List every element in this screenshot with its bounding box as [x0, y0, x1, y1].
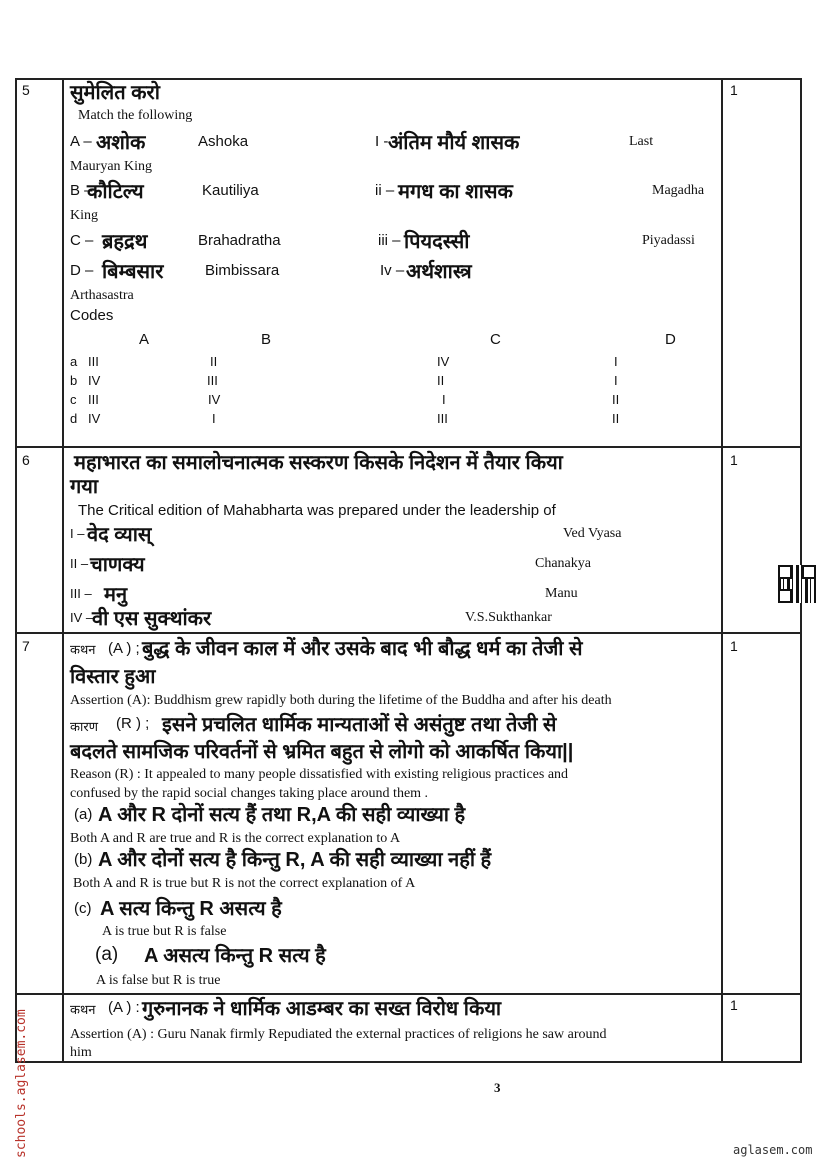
- right-hi: पियदस्सी: [404, 231, 470, 253]
- option-label: IV –: [70, 610, 94, 625]
- left-en: Bimbissara: [205, 262, 280, 279]
- code-cell: I: [442, 392, 446, 407]
- code-cell: III: [437, 411, 448, 426]
- option-en: A is false but R is true: [96, 973, 221, 988]
- option-label: III –: [70, 586, 92, 601]
- option-en: Manu: [545, 586, 578, 601]
- assertion-hi: बुद्ध के जीवन काल में और उसके बाद भी बौद्ध धर्म का तेजी से: [142, 638, 583, 660]
- option-tag: (b): [74, 851, 93, 868]
- left-en: Brahadratha: [198, 232, 281, 249]
- marks: 1: [730, 82, 738, 98]
- option-hi: वेद व्यास्: [87, 524, 152, 546]
- left-en: Ashoka: [198, 133, 249, 150]
- option-hi: A और दोनों सत्य है किन्तु R, A की सही व्याख्या नहीं हैं: [98, 849, 492, 871]
- assertion-label: कथन: [70, 642, 96, 657]
- left-label: A –: [70, 133, 92, 150]
- qr-code-icon: [778, 565, 816, 603]
- option-hi: मनु: [104, 584, 128, 606]
- footer-watermark: aglasem.com: [733, 1143, 813, 1157]
- reason-label: कारण: [70, 719, 99, 734]
- code-cell: IV: [208, 392, 221, 407]
- left-hi: ब्रहद्रथ: [102, 231, 148, 253]
- code-cell: IV: [88, 373, 101, 388]
- option-hi: A सत्य किन्तु R असत्य है: [100, 898, 282, 920]
- option-tag: (c): [74, 900, 92, 917]
- code-option: d: [70, 411, 78, 426]
- code-cell: IV: [88, 411, 101, 426]
- code-cell: III: [207, 373, 218, 388]
- code-cell: II: [210, 354, 218, 369]
- right-label: iii –: [378, 232, 401, 249]
- option-en: Both A and R is true but R is not the correct explanation of A: [73, 876, 416, 891]
- table-border: [15, 1061, 801, 1063]
- question-number: 6: [22, 452, 30, 468]
- code-cell: III: [88, 392, 99, 407]
- codes-label: Codes: [70, 307, 114, 324]
- code-option: c: [70, 392, 77, 407]
- question-title: सुमेलित करो: [70, 82, 160, 104]
- left-hi: कौटिल्य: [87, 181, 144, 203]
- question-subtitle: Match the following: [78, 108, 193, 123]
- code-header: B: [261, 331, 272, 348]
- code-header: C: [490, 331, 501, 348]
- marks: 1: [730, 997, 738, 1013]
- question-number: 5: [22, 82, 30, 98]
- question-title: महाभारत का समालोचनात्मक सस्करण किसके निदेशन में तैयार किया: [74, 452, 563, 474]
- option-tag: (a): [74, 806, 93, 823]
- option-hi: वी एस सुक्थांकर: [92, 608, 212, 630]
- assertion-en-cont: him: [70, 1045, 92, 1060]
- left-label: C –: [70, 232, 94, 249]
- code-option: a: [70, 354, 78, 369]
- question-number: 7: [22, 638, 30, 654]
- right-hi: मगध का शासक: [398, 181, 513, 203]
- code-cell: II: [437, 373, 445, 388]
- table-border: [15, 78, 17, 1063]
- left-hi: अशोक: [96, 132, 146, 154]
- question-en: The Critical edition of Mahabharta was prepared under the leadership of: [78, 502, 556, 519]
- right-label: ii –: [375, 182, 395, 199]
- marks: 1: [730, 452, 738, 468]
- column-divider: [62, 78, 64, 1063]
- option-hi: A असत्य किन्तु R सत्य है: [144, 945, 326, 967]
- marks: 1: [730, 638, 738, 654]
- question-title-cont: गया: [70, 476, 99, 498]
- code-header: D: [665, 331, 676, 348]
- option-en: Chanakya: [535, 556, 591, 571]
- reason-hi-cont: बदलते सामजिक परिवर्तनों से भ्रमित बहुत से लोगो को आकर्षित किया||: [70, 741, 574, 763]
- column-divider: [721, 78, 723, 1063]
- code-cell: III: [88, 354, 99, 369]
- option-hi: चाणक्य: [90, 554, 145, 576]
- option-tag: (a): [95, 944, 119, 965]
- reason-tag: (R ) ;: [116, 715, 150, 732]
- right-label: Iv –: [380, 262, 405, 279]
- option-en: A is true but R is false: [102, 924, 227, 939]
- option-en: V.S.Sukthankar: [465, 610, 552, 625]
- right-en-cont: King: [70, 208, 98, 223]
- right-en: Magadha: [652, 183, 705, 198]
- assertion-tag: (A ) ;: [108, 640, 140, 657]
- left-label: B –: [70, 182, 93, 199]
- code-cell: I: [212, 411, 216, 426]
- left-en: Kautiliya: [202, 182, 259, 199]
- option-label: I –: [70, 526, 85, 541]
- option-label: II –: [70, 556, 89, 571]
- code-header: A: [139, 331, 150, 348]
- right-en-cont: Arthasastra: [70, 288, 134, 303]
- code-option: b: [70, 373, 78, 388]
- right-en: Piyadassi: [642, 233, 695, 248]
- right-hi: अंतिम मौर्य शासक: [388, 132, 520, 154]
- option-en: Ved Vyasa: [563, 526, 622, 541]
- assertion-en: Assertion (A): Buddhism grew rapidly both during the lifetime of the Buddha and after his death: [70, 693, 612, 708]
- option-hi: A और R दोनों सत्य हैं तथा R,A की सही व्याख्या है: [98, 804, 466, 826]
- code-cell: IV: [437, 354, 450, 369]
- reason-en-cont: confused by the rapid social changes taking place around them .: [70, 786, 429, 801]
- reason-en: Reason (R) : It appealed to many people dissatisfied with existing religious practices and: [70, 767, 569, 782]
- right-label: I -: [375, 133, 389, 150]
- right-hi: अर्थशास्त्र: [406, 261, 472, 283]
- page-number: 3: [494, 1080, 501, 1095]
- assertion-en: Assertion (A) : Guru Nanak firmly Repudiated the external practices of religions he saw around: [70, 1027, 607, 1042]
- assertion-tag: (A ) :: [108, 999, 140, 1016]
- assertion-label: कथन: [70, 1002, 96, 1017]
- side-watermark: schools.aglasem.com: [14, 1009, 29, 1158]
- code-cell: II: [612, 392, 620, 407]
- assertion-hi-cont: विस्तार हुआ: [70, 666, 156, 688]
- left-label: D –: [70, 262, 94, 279]
- code-cell: II: [612, 411, 620, 426]
- reason-hi: इसने प्रचलित धार्मिक मान्यताओं से असंतुष्ट तथा तेजी से: [162, 714, 557, 736]
- right-en-cont: Mauryan King: [70, 159, 153, 174]
- code-cell: I: [614, 354, 618, 369]
- right-en: Last: [629, 134, 654, 149]
- code-cell: I: [614, 373, 618, 388]
- left-hi: बिम्बसार: [102, 261, 164, 283]
- assertion-hi: गुरुनानक ने धार्मिक आडम्बर का सख्त विरोध किया: [142, 998, 502, 1020]
- option-en: Both A and R are true and R is the correct explanation to A: [70, 831, 401, 846]
